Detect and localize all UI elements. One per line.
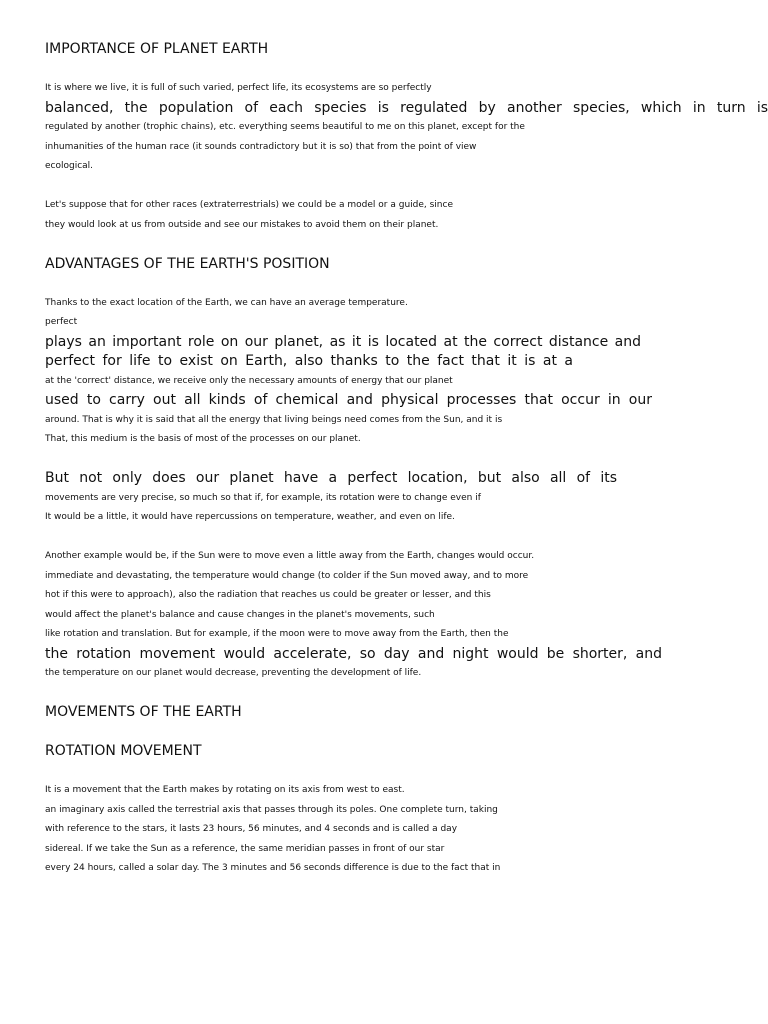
heading-advantages: ADVANTAGES OF THE EARTH'S POSITION xyxy=(45,255,330,272)
paragraph-location xyxy=(45,294,768,450)
paragraph-sun-example xyxy=(45,547,768,684)
text-line: It is where we live, it is full of such varied, perfect life, its ecosystems are so perfectly xyxy=(45,83,432,93)
text-line: hot if this were to approach), also the radiation that reaches us could be greater or lesser, and this xyxy=(45,590,491,600)
text-line: at the 'correct' distance, we receive only the necessary amounts of energy that our planet xyxy=(45,375,453,386)
text-line: every 24 hours, called a solar day. The 3 minutes and 56 seconds difference is due to the fact that in xyxy=(45,863,501,873)
paragraph-rotation xyxy=(45,781,768,879)
spacer xyxy=(45,684,768,704)
paragraph-extraterrestrials xyxy=(45,196,768,235)
spacer xyxy=(45,235,768,255)
text-line: would affect the planet's balance and cause changes in the planet's movements, such xyxy=(45,609,435,620)
text-line: used to carry out all kinds of chemical and physical processes that occur in our xyxy=(45,392,652,408)
text-line: perfect for life to exist on Earth, also thanks to the fact that it is at a xyxy=(45,353,573,369)
spacer xyxy=(45,450,768,470)
text-line: plays an important role on our planet, as it is located at the correct distance and xyxy=(45,333,641,350)
text-line: Let's suppose that for other races (extraterrestrials) we could be a model or a guide, since xyxy=(45,200,453,210)
spacer xyxy=(45,762,768,782)
text-line: inhumanities of the human race (it sounds contradictory but it is so) that from the point of view xyxy=(45,141,477,152)
text-line: It is a movement that the Earth makes by rotating on its axis from west to east. xyxy=(45,785,405,795)
text-line: perfect xyxy=(45,317,78,327)
text-line: they would look at us from outside and see our mistakes to avoid them on their planet. xyxy=(45,219,439,230)
document-page xyxy=(45,40,768,879)
spacer xyxy=(45,177,768,197)
text-line: balanced, the population of each species is regulated by another species, which in turn is xyxy=(45,99,768,116)
text-line: movements are very precise, so much so that if, for example, its rotation were to change even if xyxy=(45,492,481,503)
text-line: the temperature on our planet would decrease, preventing the development of life. xyxy=(45,668,422,678)
text-line: an imaginary axis called the terrestrial axis that passes through its poles. One complete turn, taking xyxy=(45,804,498,815)
spacer xyxy=(45,723,768,743)
text-line: like rotation and translation. But for example, if the moon were to move away from the Earth, then the xyxy=(45,629,509,639)
spacer xyxy=(45,274,768,294)
text-line: immediate and devastating, the temperature would change (to colder if the Sun moved away, and to more xyxy=(45,570,529,581)
text-line: with reference to the stars, it lasts 23 hours, 56 minutes, and 4 seconds and is called a day xyxy=(45,824,458,834)
text-line: Thanks to the exact location of the Earth, we can have an average temperature. xyxy=(45,297,408,308)
text-line: the rotation movement would accelerate, so day and night would be shorter, and xyxy=(45,645,662,662)
paragraph-movements-precise xyxy=(45,469,768,528)
paragraph-importance xyxy=(45,79,768,177)
heading-rotation: ROTATION MOVEMENT xyxy=(45,743,202,759)
text-line: That, this medium is the basis of most of the processes on our planet. xyxy=(45,434,361,444)
text-line: ecological. xyxy=(45,161,94,171)
text-line: But not only does our planet have a perfect location, but also all of its xyxy=(45,470,617,486)
text-line: It would be a little, it would have repercussions on temperature, weather, and even on life. xyxy=(45,512,455,522)
heading-importance: IMPORTANCE OF PLANET EARTH xyxy=(45,41,269,57)
text-line: sidereal. If we take the Sun as a reference, the same meridian passes in front of our star xyxy=(45,843,445,854)
spacer xyxy=(45,60,768,80)
text-line: regulated by another (trophic chains), etc. everything seems beautiful to me on this planet, except for the xyxy=(45,122,525,132)
heading-movements: MOVEMENTS OF THE EARTH xyxy=(45,704,242,720)
text-line: around. That is why it is said that all the energy that living beings need comes from the Sun, and it is xyxy=(45,414,503,425)
text-line: Another example would be, if the Sun were to move even a little away from the Earth, changes would occur. xyxy=(45,551,535,561)
spacer xyxy=(45,528,768,548)
